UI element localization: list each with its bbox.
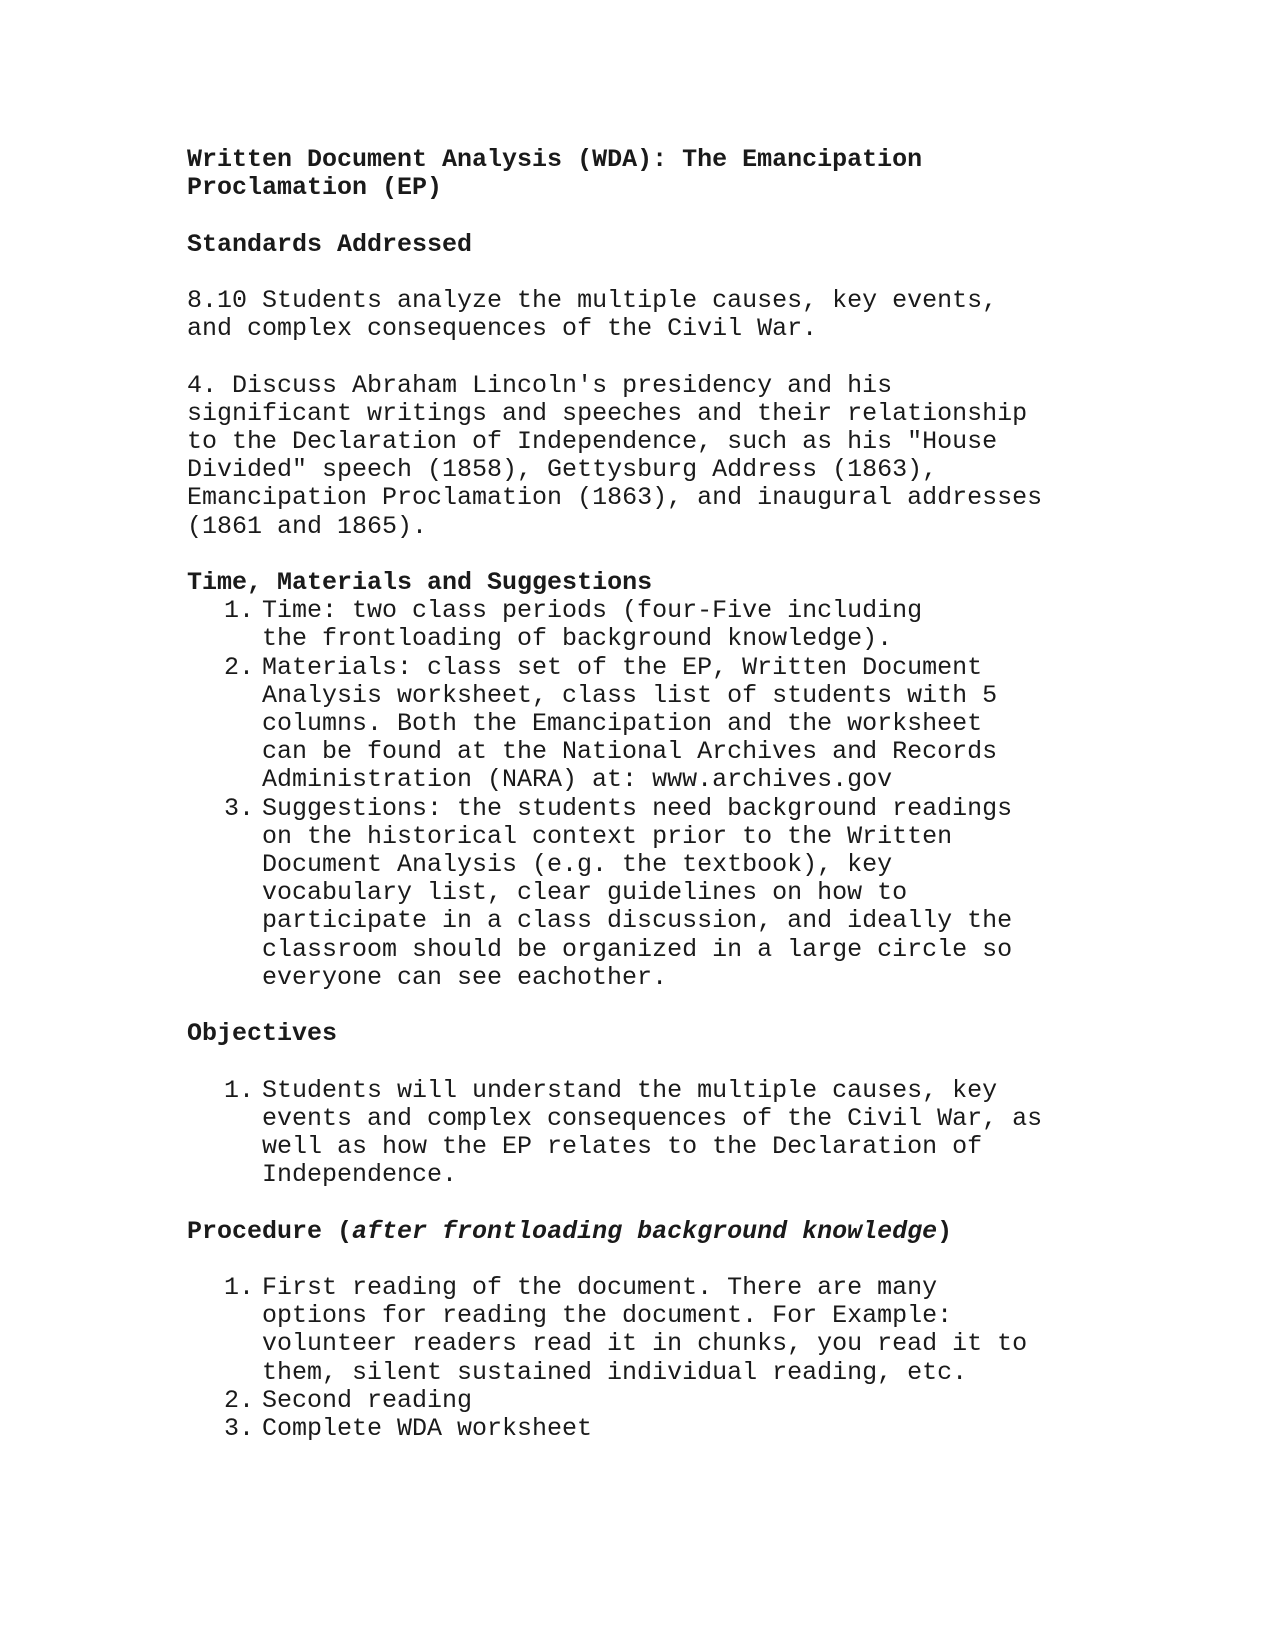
list-item <box>187 1387 1052 1415</box>
document-title-line-1: Written Document Analysis (WDA): The Emancipation <box>187 145 923 174</box>
objectives-list <box>187 1077 1087 1190</box>
list-item-number: 3. <box>224 1414 255 1444</box>
list-item <box>187 1077 1052 1190</box>
list-item-number: 2. <box>224 652 255 682</box>
list-item-text: Suggestions: the students need background readings on the historical context prior to the Written Document Analysis (e.g. the textbook), key vocabulary list, clear guidelines on how to participate in a class discussion, and ideally the classroom should be organized in a large circle so everyone can see eachother. <box>262 793 1013 992</box>
list-item-number: 1. <box>224 596 255 626</box>
list-item <box>187 597 962 653</box>
list-item-text: Second reading <box>262 1385 473 1415</box>
standard-8-10: 8.10 Students analyze the multiple causes, key events, and complex consequences of the Civil War. <box>187 285 998 344</box>
list-item <box>187 1415 1052 1443</box>
list-item <box>187 1274 1052 1387</box>
objectives-heading: Objectives <box>187 1019 338 1049</box>
list-item-text: First reading of the document. There are many options for reading the document. For Example: volunteer readers read it in chunks, you read it to them, silent sustained individual reading, etc. <box>262 1273 1028 1387</box>
standards-heading: Standards Addressed <box>187 229 473 259</box>
list-item-number: 3. <box>224 793 255 823</box>
procedure-heading <box>187 1218 1087 1246</box>
procedure-list <box>187 1274 1087 1443</box>
list-item-text: Materials: class set of the EP, Written Document Analysis worksheet, class list of students with 5 columns. Both the Emancipation and the worksheet can be found at the National Archives and Records Administration (NARA) at: www.archives.gov <box>262 652 998 795</box>
list-item <box>187 654 1022 795</box>
list-item-number: 1. <box>224 1273 255 1302</box>
time-materials-heading: Time, Materials and Suggestions <box>187 567 653 597</box>
time-materials-list <box>187 597 1087 992</box>
procedure-heading-suffix: ) <box>937 1216 953 1246</box>
list-item-text: Time: two class periods (four-Five including the frontloading of background knowledge). <box>262 596 923 654</box>
list-item-text: Complete WDA worksheet <box>262 1414 593 1444</box>
document-title <box>187 146 1087 202</box>
list-item-number: 1. <box>224 1075 255 1105</box>
procedure-heading-italic: after frontloading background knowledge <box>352 1216 938 1246</box>
document-body <box>187 146 1087 1443</box>
list-item <box>187 795 1052 992</box>
document-title-line-2: Proclamation (EP) <box>187 173 443 203</box>
standard-4: 4. Discuss Abraham Lincoln's presidency and his significant writings and speeches and their relationship to the Declaration of Independence, such as his "House Divided" speech (1858), Gettysburg Address (1863), Emancipation Proclamation (1863), and inaugural addresses (1861 and 1865). <box>187 370 1043 541</box>
procedure-heading-prefix: Procedure ( <box>187 1216 353 1246</box>
list-item-number: 2. <box>224 1385 255 1415</box>
list-item-text: Students will understand the multiple causes, key events and complex consequences of the Civil War, as well as how the EP relates to the Declaration of Independence. <box>262 1075 1043 1190</box>
